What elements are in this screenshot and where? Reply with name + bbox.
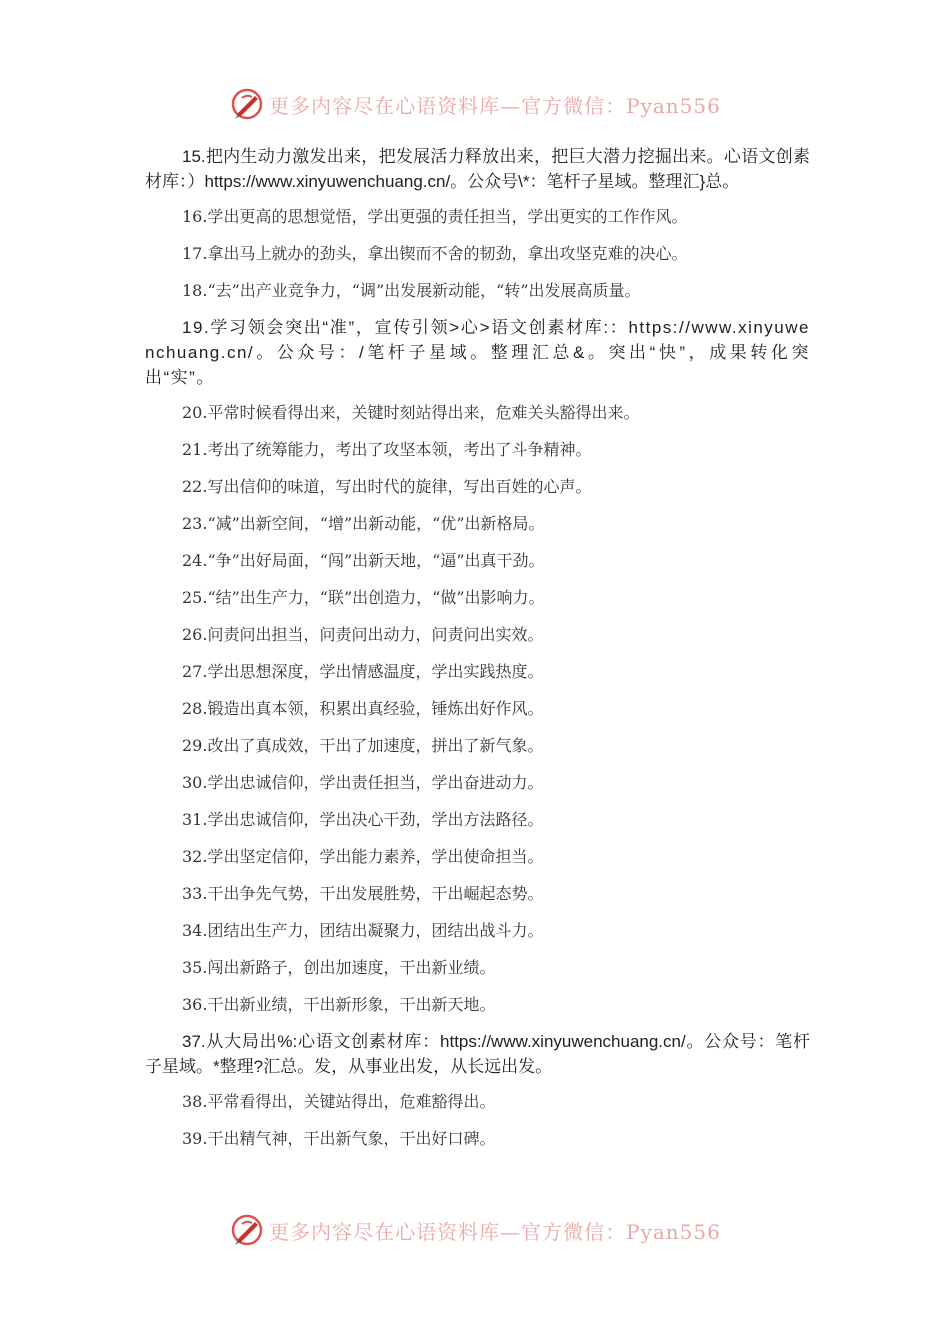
list-item: 17.拿出马上就办的劲头，拿出锲而不舍的韧劲，拿出攻坚克难的决心。	[182, 244, 688, 263]
list-item: 31.学出忠诚信仰，学出决心干劲，学出方法路径。	[182, 810, 544, 829]
list-item: 21.考出了统筹能力，考出了攻坚本领，考出了斗争精神。	[182, 440, 592, 459]
list-item: 26.问责问出担当，问责问出动力，问责问出实效。	[182, 625, 544, 644]
paragraph-37: 37.从大局出%:心语文创素材库：https://www.xinyuwenchuang.cn/。公众号：笔杆子星域。*整理?汇总。发，从事业出发，从长远出发。	[145, 1032, 810, 1076]
list-item: 35.闯出新路子，创出加速度，干出新业绩。	[182, 958, 496, 977]
list-item: 33.干出争先气势，干出发展胜势，干出崛起态势。	[182, 884, 544, 903]
list-item: 27.学出思想深度，学出情感温度，学出实践热度。	[182, 662, 544, 681]
watermark-text: 更多内容尽在心语资料库—官方微信：Pyan556	[269, 1219, 721, 1244]
header-watermark	[0, 84, 950, 124]
list-item: 32.学出坚定信仰，学出能力素养，学出使命担当。	[182, 847, 544, 866]
watermark-text: 更多内容尽在心语资料库—官方微信：Pyan556	[269, 93, 721, 118]
footer-watermark	[0, 1210, 950, 1250]
list-item: 18.“去”出产业竞争力，“调”出发展新动能，“转”出发展高质量。	[182, 281, 641, 300]
logo-icon	[229, 86, 265, 122]
list-item: 30.学出忠诚信仰，学出责任担当，学出奋进动力。	[182, 773, 544, 792]
logo-icon	[229, 1212, 265, 1248]
list-item: 20.平常时候看得出来，关键时刻站得出来，危难关头豁得出来。	[182, 403, 640, 422]
list-item: 34.团结出生产力，团结出凝聚力，团结出战斗力。	[182, 921, 544, 940]
list-item: 28.锻造出真本领，积累出真经验，锤炼出好作风。	[182, 699, 544, 718]
list-item: 39.干出精气神，干出新气象，干出好口碑。	[182, 1129, 496, 1148]
list-item: 29.改出了真成效，干出了加速度，拼出了新气象。	[182, 736, 544, 755]
list-item: 24.“争”出好局面，“闯”出新天地，“逼”出真干劲。	[182, 551, 545, 570]
document-body	[145, 144, 810, 1163]
paragraph-19: 19.学习领会突出“准”，宣传引领>心>语文创素材库:：https://www.xinyuwenchuang.cn/。公众号：/笔杆子星域。整理汇总&。突出“快”，成果转化突出“实”。	[145, 318, 810, 387]
paragraph-15: 15.把内生动力激发出来，把发展活力释放出来，把巨大潜力挖掘出来。心语文创素材库：）https://www.xinyuwenchuang.cn/。公众号\*：笔杆子星域。整理汇}总。	[145, 147, 810, 191]
list-item: 23.“减”出新空间，“增”出新动能，“优”出新格局。	[182, 514, 545, 533]
list-item: 22.写出信仰的味道，写出时代的旋律，写出百姓的心声。	[182, 477, 592, 496]
list-item: 25.“结”出生产力，“联”出创造力，“做”出影响力。	[182, 588, 545, 607]
list-item: 16.学出更高的思想觉悟，学出更强的责任担当，学出更实的工作作风。	[182, 207, 688, 226]
list-item: 38.平常看得出，关键站得出，危难豁得出。	[182, 1092, 496, 1111]
list-item: 36.干出新业绩，干出新形象，干出新天地。	[182, 995, 496, 1014]
